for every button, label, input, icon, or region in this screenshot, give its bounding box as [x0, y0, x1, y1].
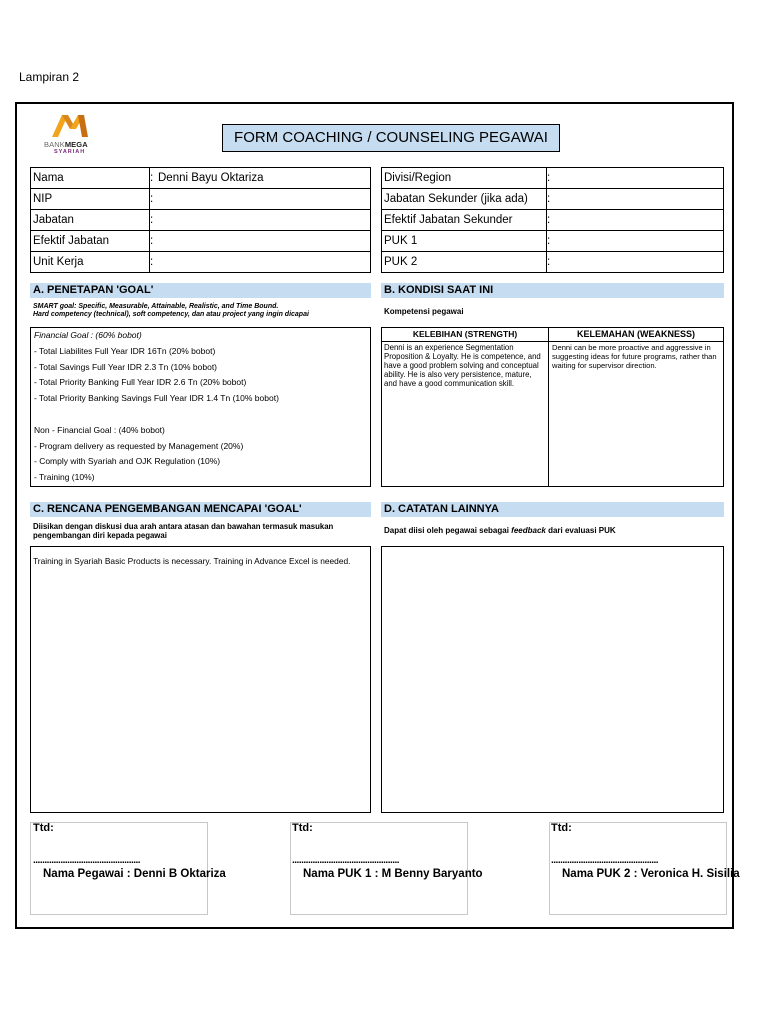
goal-line: - Training (10%) — [34, 472, 95, 483]
logo-m-icon — [50, 113, 90, 139]
info-row-nip — [31, 189, 371, 210]
colon: : — [150, 214, 154, 226]
logo-syariah-text: SYARIAH — [54, 149, 86, 155]
goal-line: - Total Liabilites Full Year IDR 16Tn (20% bobot) — [34, 345, 216, 356]
colon: : — [547, 172, 551, 184]
info-label: Jabatan — [31, 210, 150, 231]
section-c-header: C. RENCANA PENGEMBANGAN MENCAPAI 'GOAL' — [30, 502, 371, 517]
info-label: Divisi/Region — [382, 168, 547, 189]
signature-name: Nama Pegawai : Denni B Oktariza — [43, 868, 226, 880]
info-label: PUK 2 — [382, 252, 547, 273]
colon: : — [547, 235, 551, 247]
goal-line: - Program delivery as requested by Management (20%) — [34, 440, 244, 451]
colon: : — [150, 235, 154, 247]
signature-line: ............................................... — [292, 855, 400, 866]
info-label: Nama — [31, 168, 150, 189]
section-d-note: Dapat diisi oleh pegawai sebagai feedback dari evaluasi PUK — [384, 526, 616, 535]
info-label: Efektif Jabatan — [31, 231, 150, 252]
section-a-note-2: Hard competency (technical), soft competency, dan atau project yang ingin dicapai — [33, 311, 309, 318]
form-title: FORM COACHING / COUNSELING PEGAWAI — [222, 124, 560, 152]
info-row-efektif-jabatan-sekunder — [382, 210, 724, 231]
strength-header: KELEBIHAN (STRENGTH) — [382, 328, 549, 342]
development-plan-text: Training in Syariah Basic Products is necessary. Training in Advance Excel is needed. — [33, 556, 351, 566]
goal-lines — [31, 328, 370, 486]
section-d-header: D. CATATAN LAINNYA — [381, 502, 724, 517]
signature-line: ............................................... — [33, 855, 141, 866]
goal-line: - Comply with Syariah and OJK Regulation (10%) — [34, 456, 221, 467]
column-divider — [548, 342, 549, 486]
signature-name: Nama PUK 1 : M Benny Baryanto — [303, 868, 483, 880]
section-b-header: B. KONDISI SAAT INI — [381, 283, 724, 298]
other-notes-box — [381, 546, 724, 813]
goal-line — [31, 407, 370, 423]
info-row-jabatan-sekunder — [382, 189, 724, 210]
colon: : — [547, 193, 551, 205]
info-label: Unit Kerja — [31, 252, 150, 273]
division-info-table — [381, 167, 724, 273]
colon: : — [547, 256, 551, 268]
info-label: Jabatan Sekunder (jika ada) — [382, 189, 547, 210]
info-row-puk2 — [382, 252, 724, 273]
weakness-text: Denni can be more proactive and aggressive in suggesting ideas for future programs, rather than waiting for supervisor direction. — [552, 343, 717, 370]
weakness-header: KELEMAHAN (WEAKNESS) — [549, 328, 723, 342]
signature-name: Nama PUK 2 : Veronica H. Sisilia — [562, 868, 740, 880]
goal-line: Non - Financial Goal : (40% bobot) — [34, 424, 165, 435]
colon: : — [150, 172, 154, 184]
colon: : — [547, 214, 551, 226]
info-row-jabatan — [31, 210, 371, 231]
info-label: NIP — [31, 189, 150, 210]
info-label: PUK 1 — [382, 231, 547, 252]
section-b-subtitle: Kompetensi pegawai — [384, 307, 464, 316]
development-plan-box — [30, 546, 371, 813]
colon: : — [150, 193, 154, 205]
info-row-nama — [31, 168, 371, 189]
signature-ttd-label: Ttd: — [33, 822, 54, 834]
strength-text: Denni is an experience Segmentation Proposition & Loyalty. He is competence, and have a good problem solving and conceptual ability. He is also very persistence, mature, and have a good communication skill. — [384, 343, 541, 388]
logo-bank-text: BANKMEGA — [44, 140, 88, 149]
info-row-unit-kerja — [31, 252, 371, 273]
signature-ttd-label: Ttd: — [292, 822, 313, 834]
section-a-note-1: SMART goal: Specific, Measurable, Attainable, Realistic, and Time Bound. — [33, 303, 279, 310]
signature-line: ............................................... — [551, 855, 659, 866]
goal-box — [30, 327, 371, 487]
lampiran-label: Lampiran 2 — [19, 70, 80, 84]
section-c-note-2: pengembangan diri kepada pegawai — [33, 531, 167, 540]
signature-ttd-label: Ttd: — [551, 822, 572, 834]
goal-line: Financial Goal : (60% bobot) — [34, 330, 142, 340]
competency-box — [381, 327, 724, 487]
colon: : — [150, 256, 154, 268]
info-row-puk1 — [382, 231, 724, 252]
goal-line: - Total Savings Full Year IDR 2.3 Tn (10% bobot) — [34, 361, 218, 372]
info-label: Efektif Jabatan Sekunder — [382, 210, 547, 231]
info-row-efektif-jabatan — [31, 231, 371, 252]
info-row-divisi — [382, 168, 724, 189]
section-a-header: A. PENETAPAN 'GOAL' — [30, 283, 371, 298]
info-value: Denni Bayu Oktariza — [158, 172, 264, 184]
employee-info-table — [30, 167, 371, 273]
goal-line: - Total Priority Banking Full Year IDR 2.6 Tn (20% bobot) — [34, 377, 247, 388]
goal-line: - Total Priority Banking Savings Full Year IDR 1.4 Tn (10% bobot) — [34, 393, 279, 404]
bank-mega-syariah-logo — [44, 113, 104, 159]
section-c-note-1: Diisikan dengan diskusi dua arah antara atasan dan bawahan termasuk masukan — [33, 522, 334, 531]
